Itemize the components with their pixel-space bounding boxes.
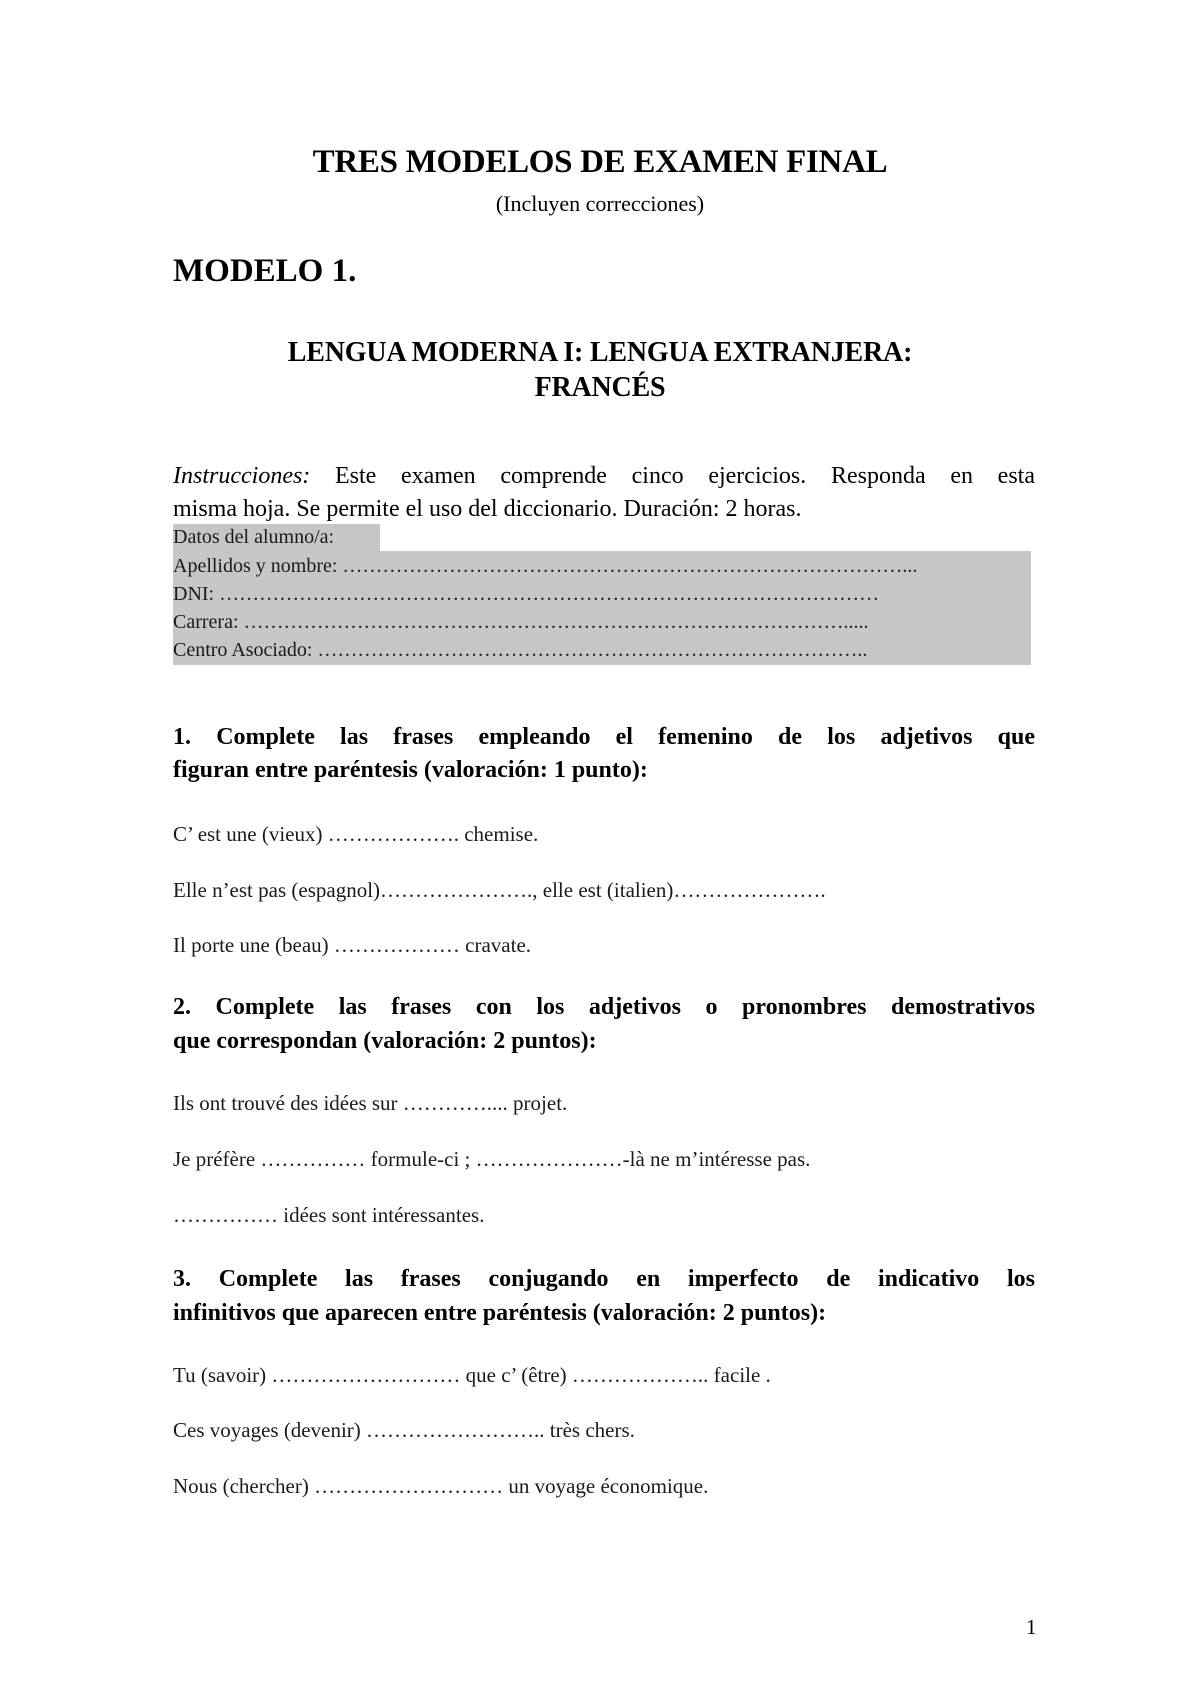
exercise-3-item[interactable]: Ces voyages (devenir) …………………….. très chers.: [173, 1418, 635, 1442]
subject-heading-line1: LENGUA MODERNA I: LENGUA EXTRANJERA:: [287, 337, 913, 368]
student-center-field[interactable]: Centro Asociado: ………………………………………………………………………..: [173, 639, 868, 661]
subject-heading-line2: FRANCÉS: [534, 372, 666, 403]
exercise-3-item[interactable]: Tu (savoir) ……………………… que c’ (être) ……………….. facile .: [173, 1363, 771, 1387]
document-subtitle: (Incluyen correcciones): [495, 191, 705, 216]
student-degree-field[interactable]: Carrera: ……………………………………………………………………………….....: [173, 611, 869, 633]
exercise-2-item[interactable]: …………… idées sont intéressantes.: [173, 1203, 485, 1227]
exercise-3-item[interactable]: Nous (chercher) ……………………… un voyage économique.: [173, 1474, 709, 1498]
student-data-label: Datos del alumno/a:: [173, 526, 335, 548]
exercise-2-item[interactable]: Ils ont trouvé des idées sur ………….... projet.: [173, 1091, 568, 1115]
instructions-line2: misma hoja. Se permite el uso del diccionario. Duración: 2 horas.: [173, 496, 802, 522]
student-data-header-gap: [380, 524, 1031, 551]
exercise-3-heading-line2: infinitivos que aparecen entre paréntesis (valoración: 2 puntos):: [173, 1300, 827, 1326]
exercise-1-heading-line1: 1. Complete las frases empleando el femenino de los adjetivos que: [173, 724, 1035, 750]
page-number: 1: [1026, 1615, 1037, 1639]
exercise-2-heading-line2: que correspondan (valoración: 2 puntos):: [173, 1028, 597, 1054]
instructions-text: Este examen comprende cinco ejercicios. Responda en esta: [310, 463, 1035, 489]
instructions-label: Instrucciones:: [173, 463, 311, 489]
exercise-2-heading-line1: 2. Complete las frases con los adjetivos o pronombres demostrativos: [173, 994, 1035, 1020]
exercise-3-heading-line1: 3. Complete las frases conjugando en imperfecto de indicativo los: [173, 1266, 1035, 1292]
exercise-1-item[interactable]: C’ est une (vieux) ………………. chemise.: [173, 822, 539, 846]
student-name-field[interactable]: Apellidos y nombre: …………………………………………………………………………...: [173, 555, 918, 577]
model-heading: MODELO 1.: [173, 253, 357, 289]
exercise-2-item[interactable]: Je préfère …………… formule-ci ; …………………-là ne m’intéresse pas.: [173, 1147, 811, 1171]
exercise-1-item[interactable]: Elle n’est pas (espagnol)…………………., elle est (italien)………………….: [173, 878, 826, 902]
instructions-line1: [173, 463, 1035, 490]
document-title: TRES MODELOS DE EXAMEN FINAL: [312, 144, 888, 180]
exercise-1-heading-line2: figuran entre paréntesis (valoración: 1 punto):: [173, 757, 648, 783]
exercise-1-item[interactable]: Il porte une (beau) ……………… cravate.: [173, 933, 532, 957]
student-dni-field[interactable]: DNI: ………………………………………………………………………………………: [173, 583, 880, 605]
